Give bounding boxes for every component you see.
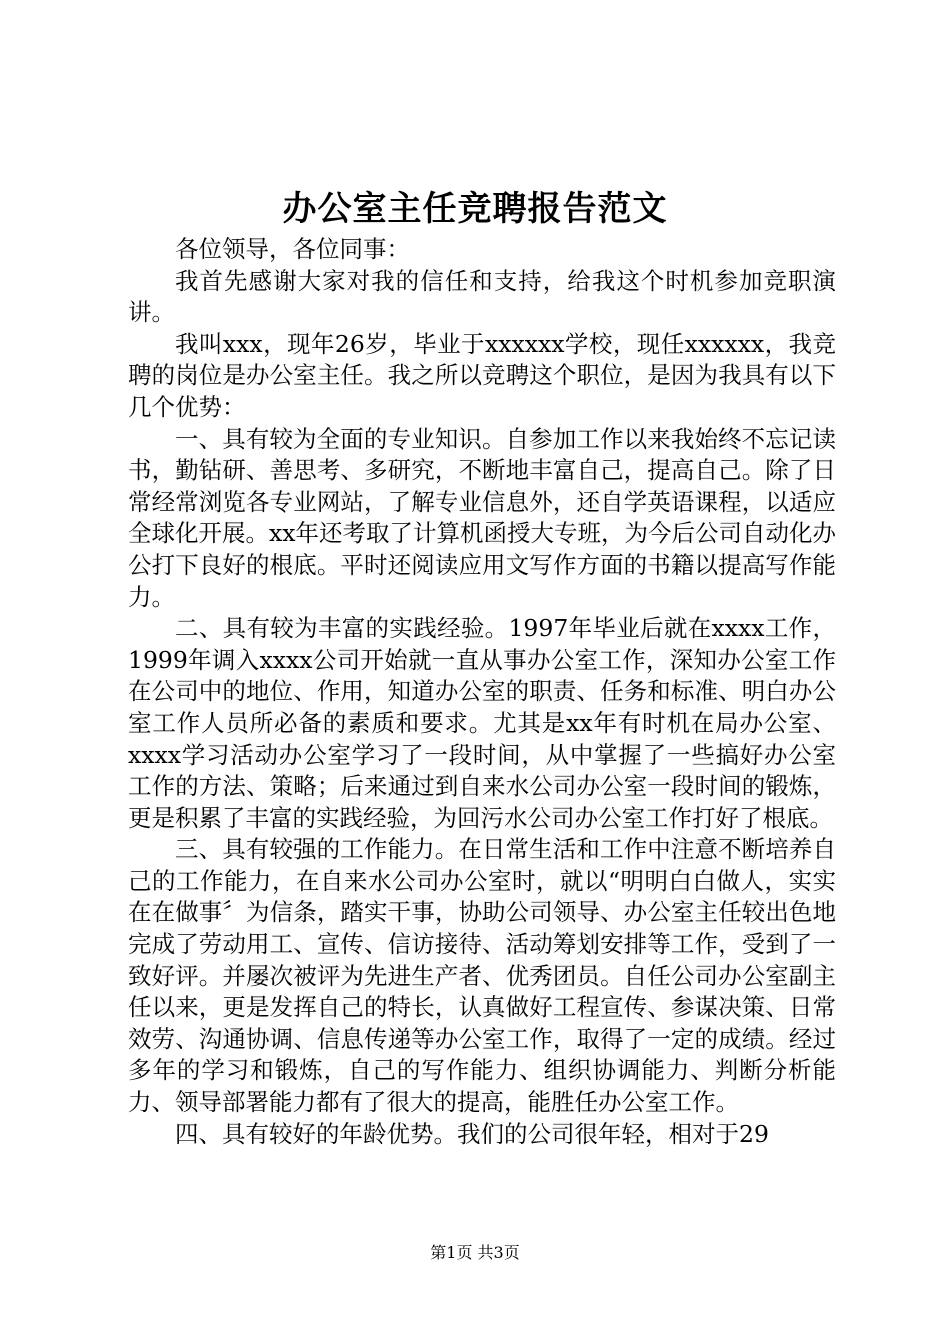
advantage-four-paragraph: 四、具有较好的年龄优势。我们的公司很年轻，相对于29 <box>175 1119 769 1148</box>
page-footer: 第1页 共3页 <box>430 1243 520 1262</box>
introduction-paragraph: 我叫xxx，现年26岁，毕业于xxxxxx学校，现任xxxxxx，我竞聘的岗位是办公室主任。我之所以竞聘这个职位，是因为我具有以下几个优势： <box>128 329 836 421</box>
document-title: 办公室主任竞聘报告范文 <box>282 189 668 229</box>
document-body <box>128 234 836 1150</box>
thanks-paragraph: 我首先感谢大家对我的信任和支持，给我这个时机参加竞职演讲。 <box>128 266 836 327</box>
salutation-paragraph: 各位领导，各位同事： <box>175 235 410 263</box>
advantage-two-paragraph: 二、具有较为丰富的实践经验。1997年毕业后就在xxxx工作，1999年调入xxxx公司开始就一直从事办公室工作，深知办公室工作在公司中的地位、作用，知道办公室的职责、任务和标准、明白办公室工作人员所必备的素质和要求。尤其是xx年有时机在局办公室、xxxx学习活动办公室学习了一段时间，从中掌握了一些搞好办公室工作的方法、策略；后来通过到自来水公司办公室一段时间的锻炼，更是积累了丰富的实践经验，为回污水公司办公室工作打好了根底。 <box>128 614 836 832</box>
advantage-one-paragraph: 一、具有较为全面的专业知识。自参加工作以来我始终不忘记读书，勤钻研、善思考、多研究，不断地丰富自己，提高自己。除了日常经常浏览各专业网站，了解专业信息外，还自学英语课程，以适应全球化开展。xx年还考取了计算机函授大专班，为今后公司自动化办公打下良好的根底。平时还阅读应用文写作方面的书籍以提高写作能力。 <box>128 424 837 611</box>
advantage-three-paragraph: 三、具有较强的工作能力。在日常生活和工作中注意不断培养自己的工作能力，在自来水公司办公室时，就以“明明白白做人，实实在在做事〞为信条，踏实干事，协助公司领导、办公室主任较出色地完成了劳动用工、宣传、信访接待、活动筹划安排等工作，受到了一致好评。并屡次被评为先进生产者、优秀团员。自任公司办公室副主任以来，更是发挥自己的特长，认真做好工程宣传、参谋决策、日常效劳、沟通协调、信息传递等办公室工作，取得了一定的成绩。经过多年的学习和锻炼，自己的写作能力、组织协调能力、判断分析能力、领导部署能力都有了很大的提高，能胜任办公室工作。 <box>128 835 836 1117</box>
